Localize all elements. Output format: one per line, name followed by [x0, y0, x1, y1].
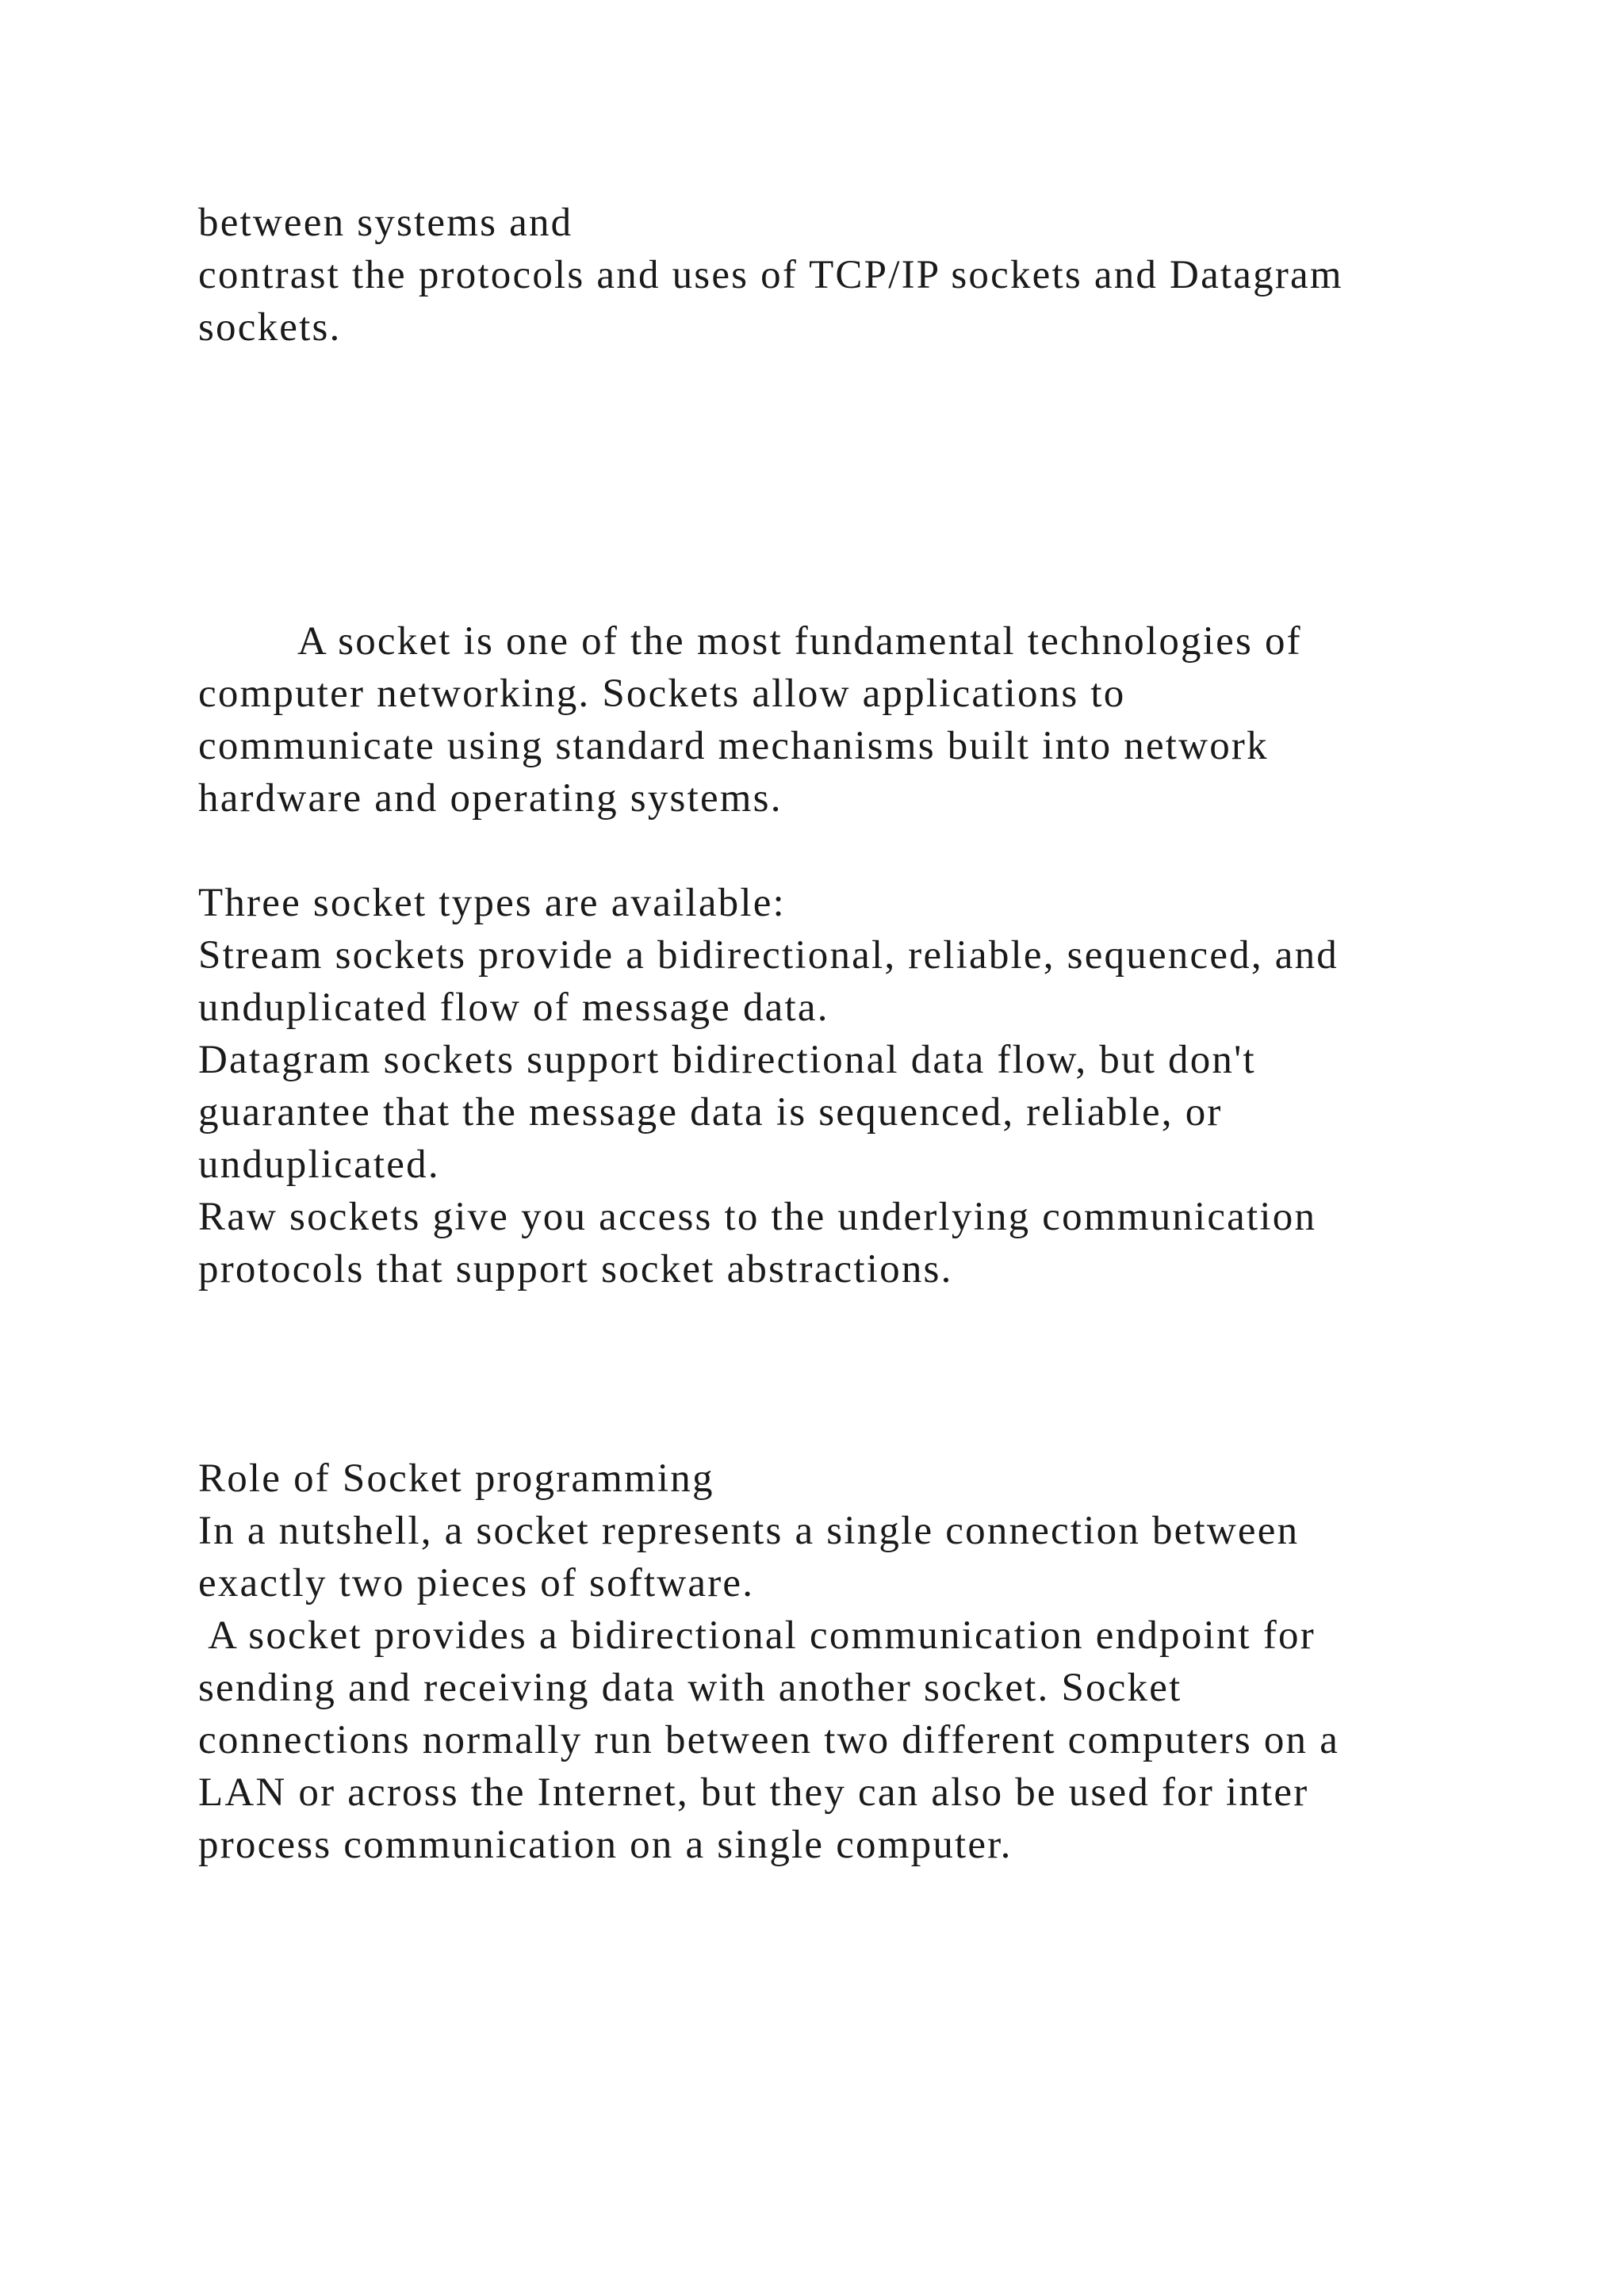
text-line: Datagram sockets support bidirectional data flow, but don't — [198, 1038, 1256, 1082]
text-line: communicate using standard mechanisms built into network — [198, 724, 1269, 768]
text-line: Raw sockets give you access to the underlying communication — [198, 1195, 1317, 1239]
text-line: sockets. — [198, 305, 342, 350]
text-line: process communication on a single computer. — [198, 1823, 1013, 1867]
text-line: A socket provides a bidirectional communication endpoint for — [198, 1613, 1316, 1658]
text-line: connections normally run between two different computers on a — [198, 1718, 1340, 1762]
text-line: LAN or across the Internet, but they can also be used for inter — [198, 1770, 1309, 1815]
text-line: Stream sockets provide a bidirectional, reliable, sequenced, and — [198, 933, 1339, 978]
text-line: exactly two pieces of software. — [198, 1561, 755, 1605]
text-line: Three socket types are available: — [198, 881, 786, 925]
text-line: unduplicated flow of message data. — [198, 985, 829, 1030]
text-line: protocols that support socket abstractions. — [198, 1247, 953, 1292]
text-line: A socket is one of the most fundamental technologies of — [297, 619, 1302, 664]
text-line: unduplicated. — [198, 1142, 440, 1187]
text-line: computer networking. Sockets allow applications to — [198, 672, 1126, 716]
text-line: between systems and — [198, 201, 573, 245]
text-line: hardware and operating systems. — [198, 776, 783, 821]
text-line: guarantee that the message data is sequenced, reliable, or — [198, 1090, 1223, 1135]
text-line: In a nutshell, a socket represents a single connection between — [198, 1509, 1300, 1553]
text-line: contrast the protocols and uses of TCP/IP sockets and Datagram — [198, 253, 1343, 297]
section-heading: Role of Socket programming — [198, 1456, 714, 1501]
text-line: sending and receiving data with another socket. Socket — [198, 1666, 1182, 1710]
